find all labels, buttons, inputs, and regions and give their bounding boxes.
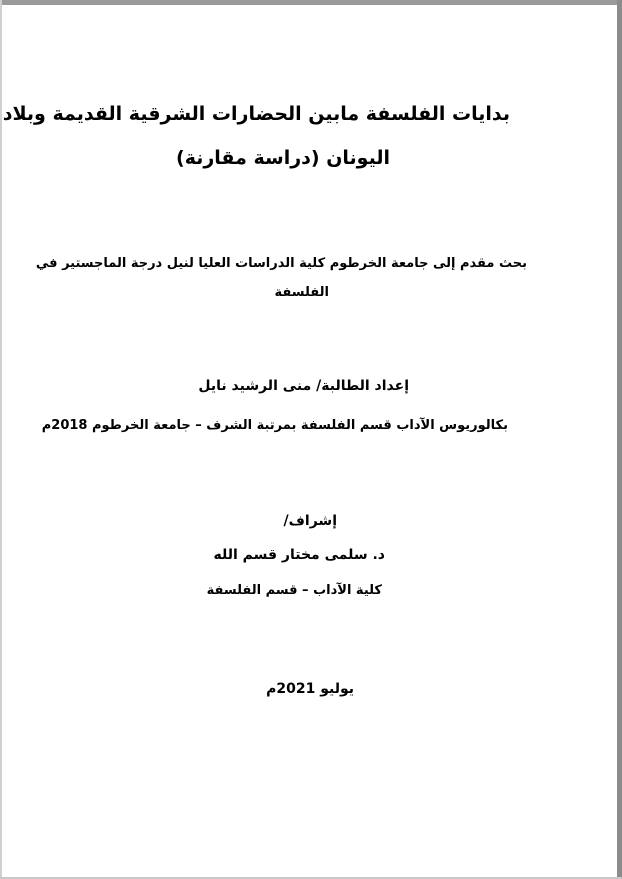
supervisor-name: د. سلمى مختار قسم الله: [213, 547, 385, 563]
supervisor-department: كلية الآداب – قسم الفلسفة: [206, 583, 382, 598]
student-degree: بكالوريوس الآداب قسم الفلسفة بمرتبة الشرف – جامعة الخرطوم 2018م: [41, 418, 508, 433]
page-right-edge: [617, 0, 622, 879]
supervision-label: إشراف/: [283, 513, 337, 529]
document-date: يوليو 2021م: [266, 681, 354, 697]
page-top-edge: [0, 0, 622, 5]
title-line-1: بدايات الفلسفة مابين الحضارات الشرقية القديمة وبلاد: [2, 103, 510, 125]
student-name: إعداد الطالبة/ منى الرشيد نايل: [198, 378, 409, 394]
page-left-edge: [0, 0, 2, 879]
submission-line-2: الفلسفة: [274, 285, 329, 300]
title-line-2: اليونان (دراسة مقارنة): [176, 147, 390, 169]
submission-line-1: بحث مقدم إلى جامعة الخرطوم كلية الدراسات العليا لنيل درجة الماجستير في: [35, 256, 527, 271]
